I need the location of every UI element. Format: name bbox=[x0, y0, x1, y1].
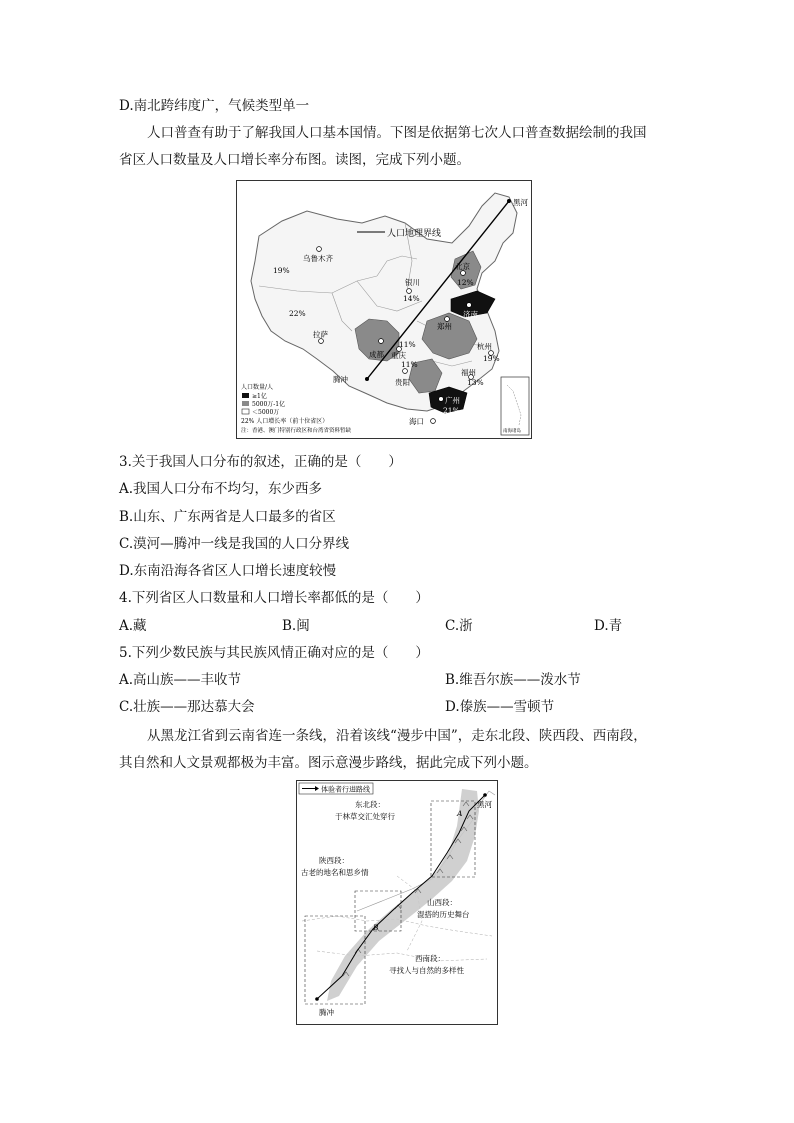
intro1-line1: 人口普查有助于了解我国人口基本国情。下图是依据第七次人口普查数据绘制的我国 bbox=[147, 125, 647, 141]
route-tengchong: 腾冲 bbox=[319, 1008, 334, 1017]
sx-desc: 古老的地名和思乡情 bbox=[301, 868, 369, 877]
city-lhasa: 拉萨 bbox=[313, 330, 328, 339]
city-jinan: 济南 bbox=[463, 310, 478, 319]
city-guiyang: 贵阳 bbox=[395, 378, 410, 387]
sw-desc: 寻找人与自然的多样性 bbox=[389, 966, 464, 975]
intro2-line2: 其自然和人文景观都极为丰富。图示意漫步路线，据此完成下列小题。 bbox=[119, 755, 538, 771]
city-hangzhou: 杭州 bbox=[477, 342, 492, 351]
city-heihe: 黑河 bbox=[513, 198, 528, 207]
legend-note: 注：香港、澳门特别行政区和台湾省资料暂缺 bbox=[241, 428, 352, 434]
legend-item1: ≥1亿 bbox=[252, 393, 267, 400]
q4-stem: 4.下列省区人口数量和人口增长率都低的是（ ） bbox=[119, 590, 429, 606]
rate-beijing: 12% bbox=[457, 278, 474, 287]
city-chongqing: 重庆 bbox=[391, 351, 406, 360]
rate-xizang: 22% bbox=[289, 309, 306, 318]
rate-ningxia: 14% bbox=[403, 294, 420, 303]
rate-fujian: 13% bbox=[467, 378, 484, 387]
city-urumqi: 乌鲁木齐 bbox=[303, 254, 333, 263]
legend-item4: 22% 人口增长率（前十位省区） bbox=[241, 418, 329, 425]
q4-option-a: A.藏 bbox=[119, 618, 147, 634]
q3-option-c: C.漠河—腾冲一线是我国的人口分界线 bbox=[119, 536, 350, 552]
rate-zhejiang: 19% bbox=[483, 354, 500, 363]
intro2-line1: 从黑龙江省到云南省连一条线，沿着该线“漫步中国”，走东北段、陕西段、西南段， bbox=[147, 728, 647, 744]
route-map-figure bbox=[296, 780, 498, 1025]
city-haikou: 海口 bbox=[409, 417, 424, 426]
sw-title: 西南段： bbox=[415, 954, 445, 963]
q5-option-b: B.维吾尔族——泼水节 bbox=[445, 672, 581, 688]
q3-option-b: B.山东、广东两省是人口最多的省区 bbox=[119, 509, 336, 525]
boundary-label: 人口地理界线 bbox=[387, 229, 442, 239]
legend-item3: ＜5000万 bbox=[252, 409, 280, 416]
map-legend bbox=[241, 383, 352, 434]
city-beijing: 北京 bbox=[455, 262, 470, 271]
q4-option-d: D.青 bbox=[594, 618, 623, 634]
inset-label: 南海诸岛 bbox=[503, 429, 521, 434]
point-b: B bbox=[373, 923, 379, 932]
mountain-label: 横断山脉 bbox=[333, 934, 351, 964]
q4-option-c: C.浙 bbox=[445, 618, 473, 634]
population-map bbox=[237, 181, 531, 438]
route-map bbox=[297, 781, 497, 1024]
city-zhengzhou: 郑州 bbox=[437, 322, 452, 331]
q5-option-c: C.壮族——那达慕大会 bbox=[119, 699, 255, 715]
route-heihe: 黑河 bbox=[477, 800, 492, 809]
population-map-figure bbox=[236, 180, 532, 439]
city-guangzhou: 广州 bbox=[445, 396, 460, 405]
city-tengchong: 腾冲 bbox=[333, 375, 348, 384]
ne-desc: 于林草交汇处穿行 bbox=[335, 812, 395, 821]
inset-box bbox=[501, 377, 529, 435]
q5-option-a: A.高山族——丰收节 bbox=[119, 672, 242, 688]
route-legend: 体验者行进路线 bbox=[321, 785, 370, 794]
rate-guangdong: 21% bbox=[443, 406, 460, 415]
legend-title: 人口数量/人 bbox=[241, 384, 274, 391]
intro1-line2: 省区人口数量及人口增长率分布图。读图，完成下列小题。 bbox=[119, 152, 470, 168]
sx-title: 陕西段： bbox=[319, 856, 349, 865]
q3-stem: 3.关于我国人口分布的叙述，正确的是（ ） bbox=[119, 454, 402, 470]
q3-option-d: D.东南沿海各省区人口增长速度较慢 bbox=[119, 563, 337, 579]
q5-stem: 5.下列少数民族与其民族风情正确对应的是（ ） bbox=[119, 645, 429, 661]
shanxi-desc: 混搭的历史舞台 bbox=[417, 910, 470, 919]
prev-option-d: D.南北跨纬度广，气候类型单一 bbox=[119, 98, 310, 114]
q5-option-d: D.傣族——雪顿节 bbox=[445, 699, 555, 715]
q3-option-a: A.我国人口分布不均匀，东少西多 bbox=[119, 481, 323, 497]
ne-title: 东北段： bbox=[355, 800, 385, 809]
legend-item2: 5000万-1亿 bbox=[252, 401, 286, 408]
city-fuzhou: 福州 bbox=[461, 368, 476, 377]
point-a: A bbox=[457, 809, 463, 818]
rate-chongqing: 11% bbox=[399, 340, 416, 349]
q4-option-b: B.闽 bbox=[282, 618, 310, 634]
shanxi-title: 山西段： bbox=[427, 898, 457, 907]
rate-xinjiang: 19% bbox=[273, 266, 290, 275]
city-yinchuan: 银川 bbox=[405, 278, 420, 287]
city-chengdu: 成都 bbox=[369, 350, 384, 359]
rate-guizhou: 11% bbox=[401, 360, 418, 369]
